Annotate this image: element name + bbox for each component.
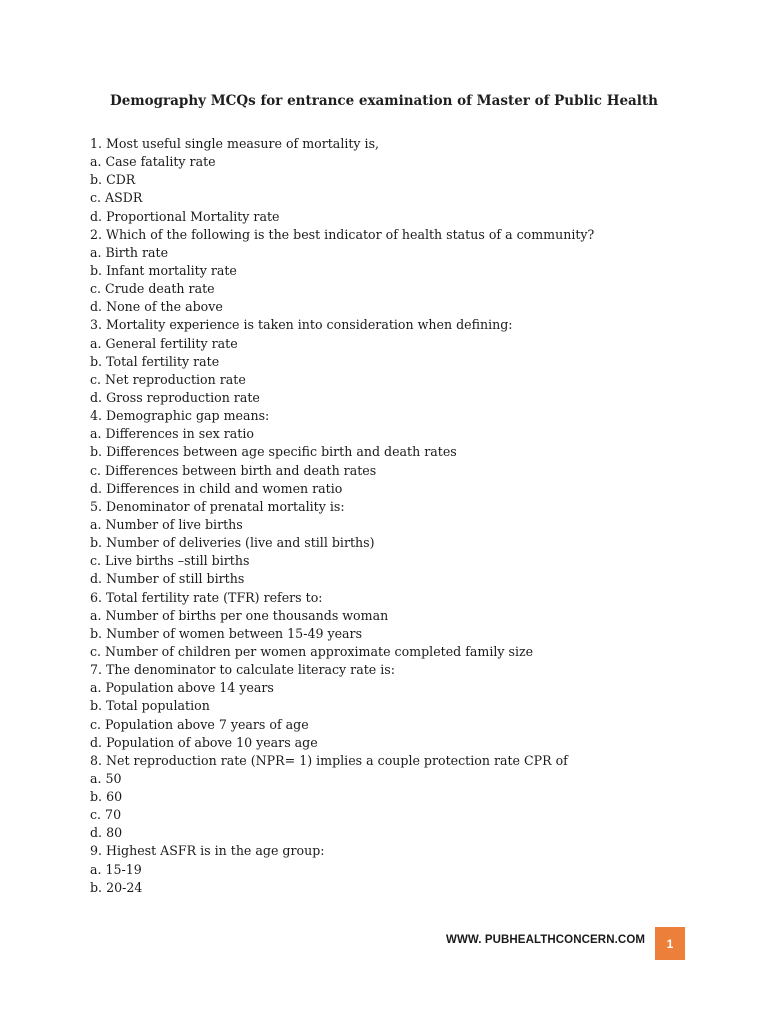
- option-line: d. 80: [90, 825, 123, 841]
- question-2: 2. Which of the following is the best indicator of health status of a community?: [90, 226, 595, 242]
- option-line: b. Differences between age specific birth and death rates: [90, 444, 457, 460]
- option-line: c. Number of children per women approximate completed family size: [90, 643, 534, 659]
- page-number-badge: 1: [655, 927, 685, 960]
- option-line: d. Population of above 10 years age: [90, 734, 318, 750]
- option-line: d. None of the above: [90, 299, 223, 315]
- option-line: d. Proportional Mortality rate: [90, 208, 280, 224]
- option-line: a. Number of live births: [90, 516, 243, 532]
- option-line: a. 15-19: [90, 861, 142, 877]
- mcq-list: [90, 135, 710, 897]
- question-1: 1. Most useful single measure of mortality is,: [90, 136, 380, 151]
- option-line: a. General fertility rate: [90, 335, 238, 351]
- option-line: c. Net reproduction rate: [90, 371, 246, 387]
- option-line: b. Infant mortality rate: [90, 262, 237, 278]
- question-9: 9. Highest ASFR is in the age group:: [90, 843, 325, 859]
- question-3: 3. Mortality experience is taken into consideration when defining:: [90, 317, 513, 333]
- option-line: a. Population above 14 years: [90, 680, 274, 696]
- option-line: d. Differences in child and women ratio: [90, 480, 343, 496]
- option-line: b. Number of women between 15-49 years: [90, 625, 363, 641]
- option-line: b. 20-24: [90, 879, 143, 895]
- option-line: d. Number of still births: [90, 571, 245, 587]
- option-line: c. Crude death rate: [90, 281, 215, 297]
- option-line: b. 60: [90, 789, 123, 805]
- option-line: b. CDR: [90, 172, 136, 188]
- option-line: b. Total fertility rate: [90, 353, 220, 369]
- option-line: a. Differences in sex ratio: [90, 426, 254, 442]
- question-5: 5. Denominator of prenatal mortality is:: [90, 498, 345, 514]
- option-line: b. Total population: [90, 698, 210, 714]
- option-line: c. Population above 7 years of age: [90, 716, 309, 732]
- question-6: 6. Total fertility rate (TFR) refers to:: [90, 589, 323, 605]
- option-line: c. 70: [90, 807, 122, 823]
- option-line: a. 50: [90, 770, 122, 786]
- option-line: a. Birth rate: [90, 244, 169, 260]
- question-7: 7. The denominator to calculate literacy rate is:: [90, 662, 395, 678]
- question-4: 4. Demographic gap means:: [90, 408, 270, 424]
- footer-website: WWW. PUBHEALTHCONCERN.COM: [446, 934, 646, 946]
- option-line: a. Number of births per one thousands woman: [90, 607, 389, 623]
- option-line: d. Gross reproduction rate: [90, 389, 260, 405]
- option-line: a. Case fatality rate: [90, 154, 216, 170]
- question-8: 8. Net reproduction rate (NPR= 1) implies a couple protection rate CPR of: [90, 752, 568, 768]
- option-line: c. Live births –still births: [90, 553, 250, 569]
- document-title: Demography MCQs for entrance examination of Master of Public Health: [110, 93, 658, 109]
- option-line: c. Differences between birth and death rates: [90, 462, 377, 478]
- option-line: c. ASDR: [90, 190, 143, 206]
- option-line: b. Number of deliveries (live and still births): [90, 535, 375, 551]
